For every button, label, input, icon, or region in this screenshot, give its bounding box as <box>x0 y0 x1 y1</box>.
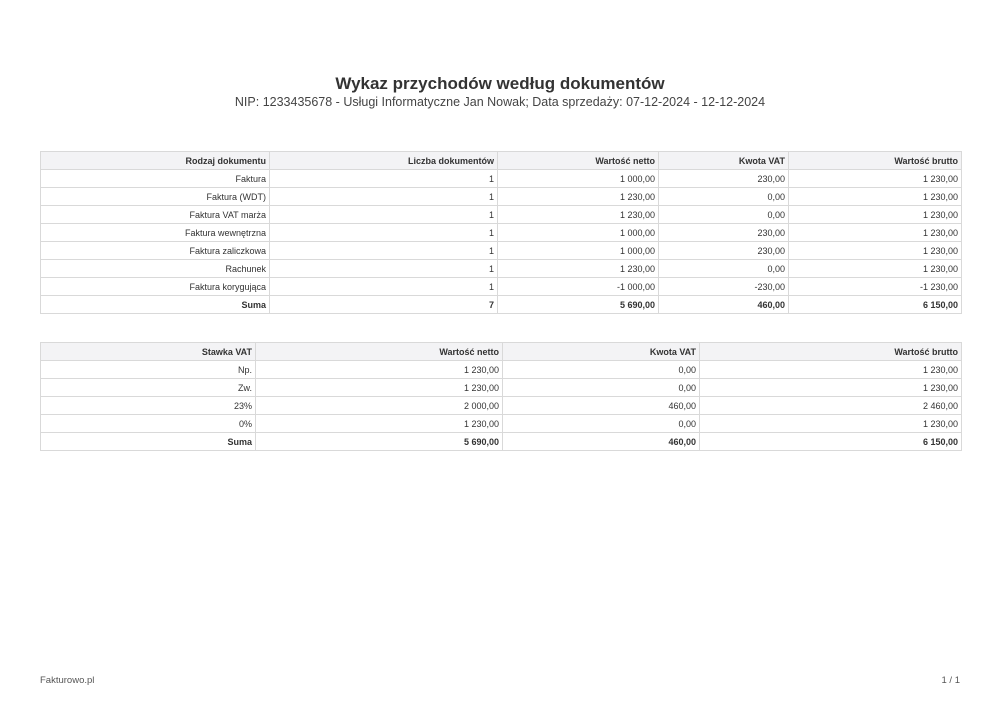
cell-gross-value: 1 230,00 <box>789 170 962 188</box>
cell-document-count: 1 <box>270 188 498 206</box>
table-header-row <box>41 152 962 170</box>
table-row <box>41 278 962 296</box>
cell-document-count: 1 <box>270 224 498 242</box>
cell-gross-value: -1 230,00 <box>789 278 962 296</box>
footer-brand: Fakturowo.pl <box>40 675 95 686</box>
cell-vat-amount: 460,00 <box>503 397 700 415</box>
cell-vat-rate: 23% <box>41 397 256 415</box>
cell-vat-amount: 230,00 <box>659 170 789 188</box>
cell-gross-value: 1 230,00 <box>700 415 962 433</box>
cell-net-value: 1 000,00 <box>498 242 659 260</box>
table-row <box>41 415 962 433</box>
cell-sum-vat: 460,00 <box>503 433 700 451</box>
cell-sum-label: Suma <box>41 296 270 314</box>
report-subtitle: NIP: 1233435678 - Usługi Informatyczne Jan Nowak; Data sprzedaży: 07-12-2024 - 12-12-2024 <box>234 95 766 109</box>
cell-sum-gross: 6 150,00 <box>789 296 962 314</box>
cell-sum-vat: 460,00 <box>659 296 789 314</box>
table-row <box>41 379 962 397</box>
vat-rates-table <box>40 342 962 451</box>
header-gross-value: Wartość brutto <box>700 343 962 361</box>
documents-table <box>40 151 962 314</box>
cell-net-value: 1 230,00 <box>498 188 659 206</box>
cell-gross-value: 1 230,00 <box>789 188 962 206</box>
cell-gross-value: 1 230,00 <box>700 361 962 379</box>
cell-document-type: Faktura zaliczkowa <box>41 242 270 260</box>
cell-vat-amount: 0,00 <box>503 361 700 379</box>
cell-document-count: 1 <box>270 242 498 260</box>
header-net-value: Wartość netto <box>498 152 659 170</box>
cell-vat-amount: 230,00 <box>659 224 789 242</box>
cell-vat-rate: Zw. <box>41 379 256 397</box>
header-document-count: Liczba dokumentów <box>270 152 498 170</box>
cell-gross-value: 1 230,00 <box>789 224 962 242</box>
cell-document-type: Faktura VAT marża <box>41 206 270 224</box>
cell-document-type: Faktura wewnętrzna <box>41 224 270 242</box>
table-row <box>41 188 962 206</box>
cell-gross-value: 1 230,00 <box>700 379 962 397</box>
cell-net-value: 1 230,00 <box>256 361 503 379</box>
cell-vat-amount: -230,00 <box>659 278 789 296</box>
cell-sum-label: Suma <box>41 433 256 451</box>
cell-document-type: Faktura (WDT) <box>41 188 270 206</box>
cell-document-type: Faktura <box>41 170 270 188</box>
cell-document-type: Rachunek <box>41 260 270 278</box>
header-vat-amount: Kwota VAT <box>503 343 700 361</box>
cell-net-value: 1 230,00 <box>256 415 503 433</box>
cell-net-value: 2 000,00 <box>256 397 503 415</box>
cell-document-count: 1 <box>270 260 498 278</box>
cell-net-value: -1 000,00 <box>498 278 659 296</box>
header-gross-value: Wartość brutto <box>789 152 962 170</box>
cell-vat-amount: 0,00 <box>503 379 700 397</box>
table-sum-row <box>41 296 962 314</box>
cell-net-value: 1 230,00 <box>256 379 503 397</box>
table-row <box>41 397 962 415</box>
cell-gross-value: 1 230,00 <box>789 260 962 278</box>
cell-net-value: 1 230,00 <box>498 260 659 278</box>
header-document-type: Rodzaj dokumentu <box>41 152 270 170</box>
cell-gross-value: 2 460,00 <box>700 397 962 415</box>
cell-vat-amount: 0,00 <box>503 415 700 433</box>
cell-vat-rate: 0% <box>41 415 256 433</box>
table-row <box>41 206 962 224</box>
table-row <box>41 170 962 188</box>
table-header-row <box>41 343 962 361</box>
cell-gross-value: 1 230,00 <box>789 206 962 224</box>
cell-gross-value: 1 230,00 <box>789 242 962 260</box>
report-title: Wykaz przychodów według dokumentów <box>335 74 665 93</box>
cell-net-value: 1 000,00 <box>498 224 659 242</box>
cell-sum-gross: 6 150,00 <box>700 433 962 451</box>
cell-document-count: 1 <box>270 278 498 296</box>
table-row <box>41 260 962 278</box>
header-vat-amount: Kwota VAT <box>659 152 789 170</box>
table-sum-row <box>41 433 962 451</box>
cell-document-count: 1 <box>270 206 498 224</box>
cell-vat-amount: 0,00 <box>659 188 789 206</box>
table-row <box>41 361 962 379</box>
cell-net-value: 1 230,00 <box>498 206 659 224</box>
table-row <box>41 242 962 260</box>
header-net-value: Wartość netto <box>256 343 503 361</box>
cell-vat-amount: 0,00 <box>659 260 789 278</box>
cell-document-count: 1 <box>270 170 498 188</box>
page-number: 1 / 1 <box>941 675 960 686</box>
cell-vat-rate: Np. <box>41 361 256 379</box>
cell-document-type: Faktura korygująca <box>41 278 270 296</box>
cell-vat-amount: 0,00 <box>659 206 789 224</box>
cell-net-value: 1 000,00 <box>498 170 659 188</box>
cell-vat-amount: 230,00 <box>659 242 789 260</box>
cell-sum-count: 7 <box>270 296 498 314</box>
header-vat-rate: Stawka VAT <box>41 343 256 361</box>
table-row <box>41 224 962 242</box>
cell-sum-net: 5 690,00 <box>498 296 659 314</box>
cell-sum-net: 5 690,00 <box>256 433 503 451</box>
